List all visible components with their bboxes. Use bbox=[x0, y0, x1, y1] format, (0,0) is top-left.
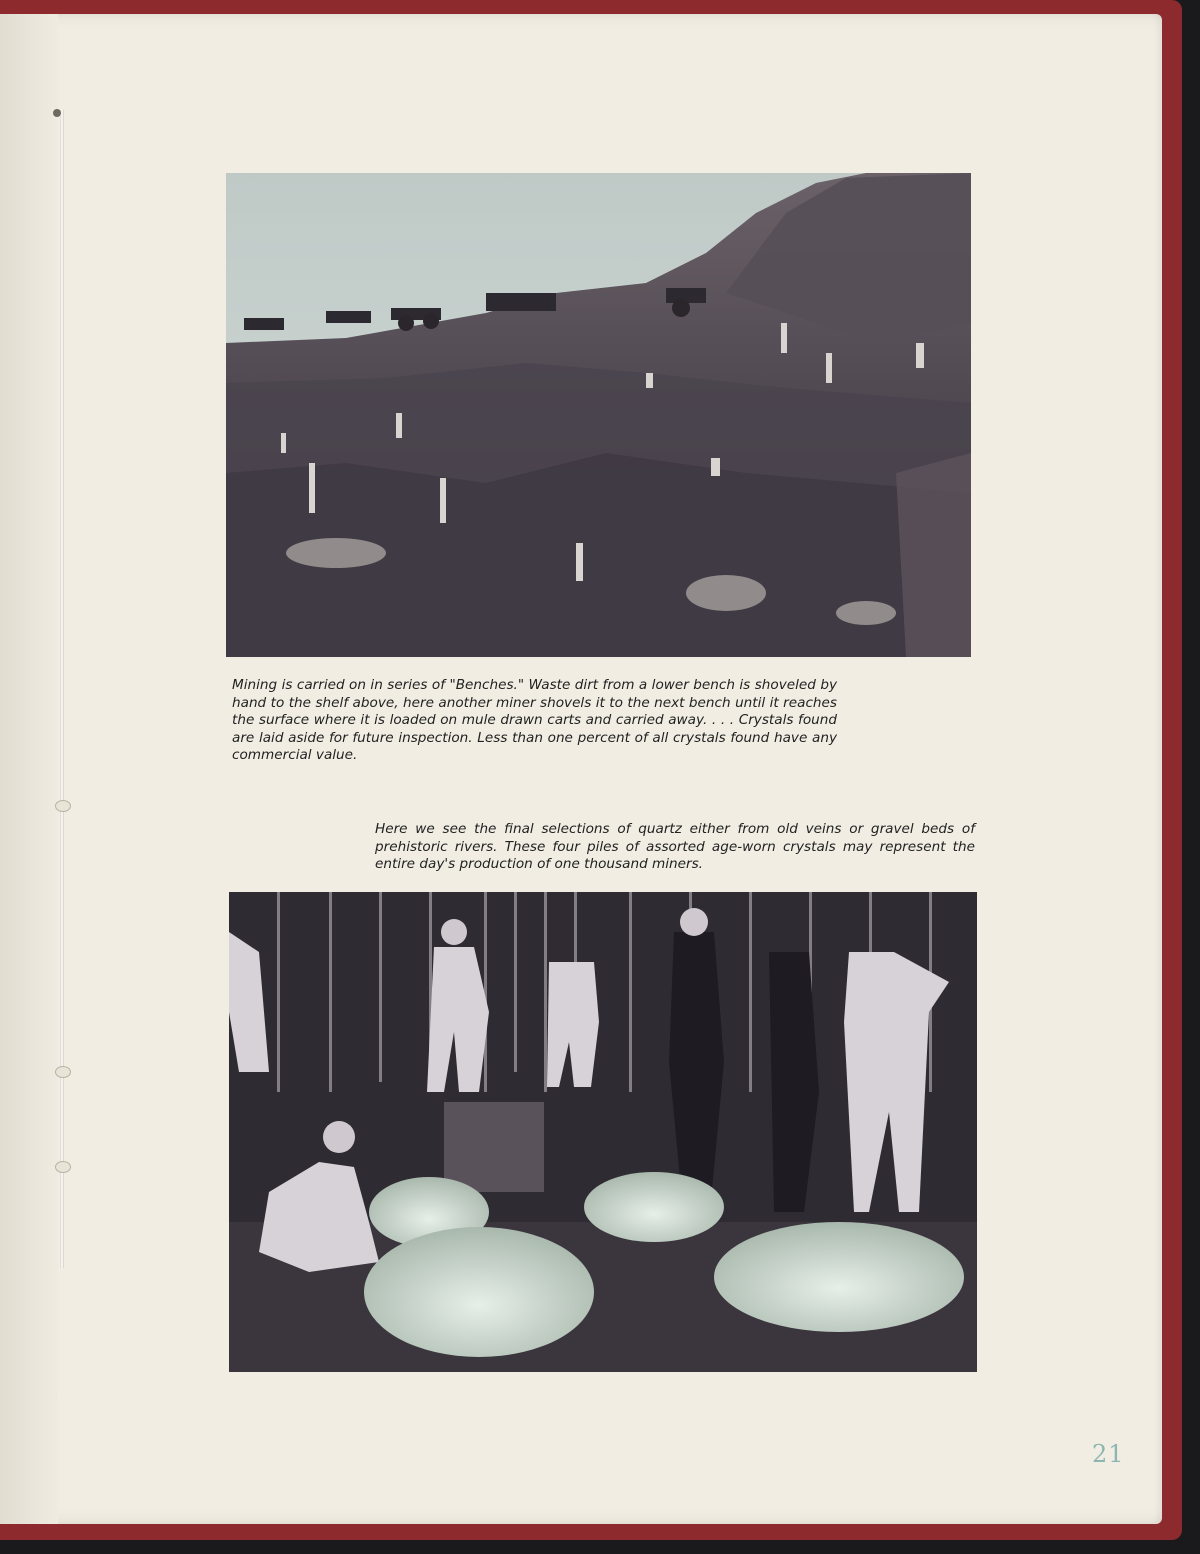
thread-knot bbox=[55, 800, 71, 812]
mining-benches-photo bbox=[226, 173, 971, 657]
page-number: 21 bbox=[1092, 1440, 1125, 1468]
book-page bbox=[0, 14, 1162, 1524]
thread-knot bbox=[55, 1066, 71, 1078]
binding-hole bbox=[53, 109, 61, 117]
crystals-photo-caption: Here we see the final selections of quartz either from old veins or gravel beds of prehistoric rivers. These four piles of assorted age-worn crystals may represent the entire day's production of one thousand miners. bbox=[375, 821, 975, 872]
page-gutter bbox=[0, 14, 58, 1524]
crystal-selection-photo bbox=[229, 892, 977, 1372]
binding-thread bbox=[60, 109, 64, 1269]
thread-knot bbox=[55, 1161, 71, 1173]
mining-photo-caption: Mining is carried on in series of "Benches." Waste dirt from a lower bench is shoveled by hand to the shelf above, here another miner shovels it to the next bench until it reaches the surface where it is loaded on mule drawn carts and carried away. . . . Crystals found are laid aside for future inspection. Less than one percent of all crystals found have any commercial value. bbox=[232, 677, 837, 763]
